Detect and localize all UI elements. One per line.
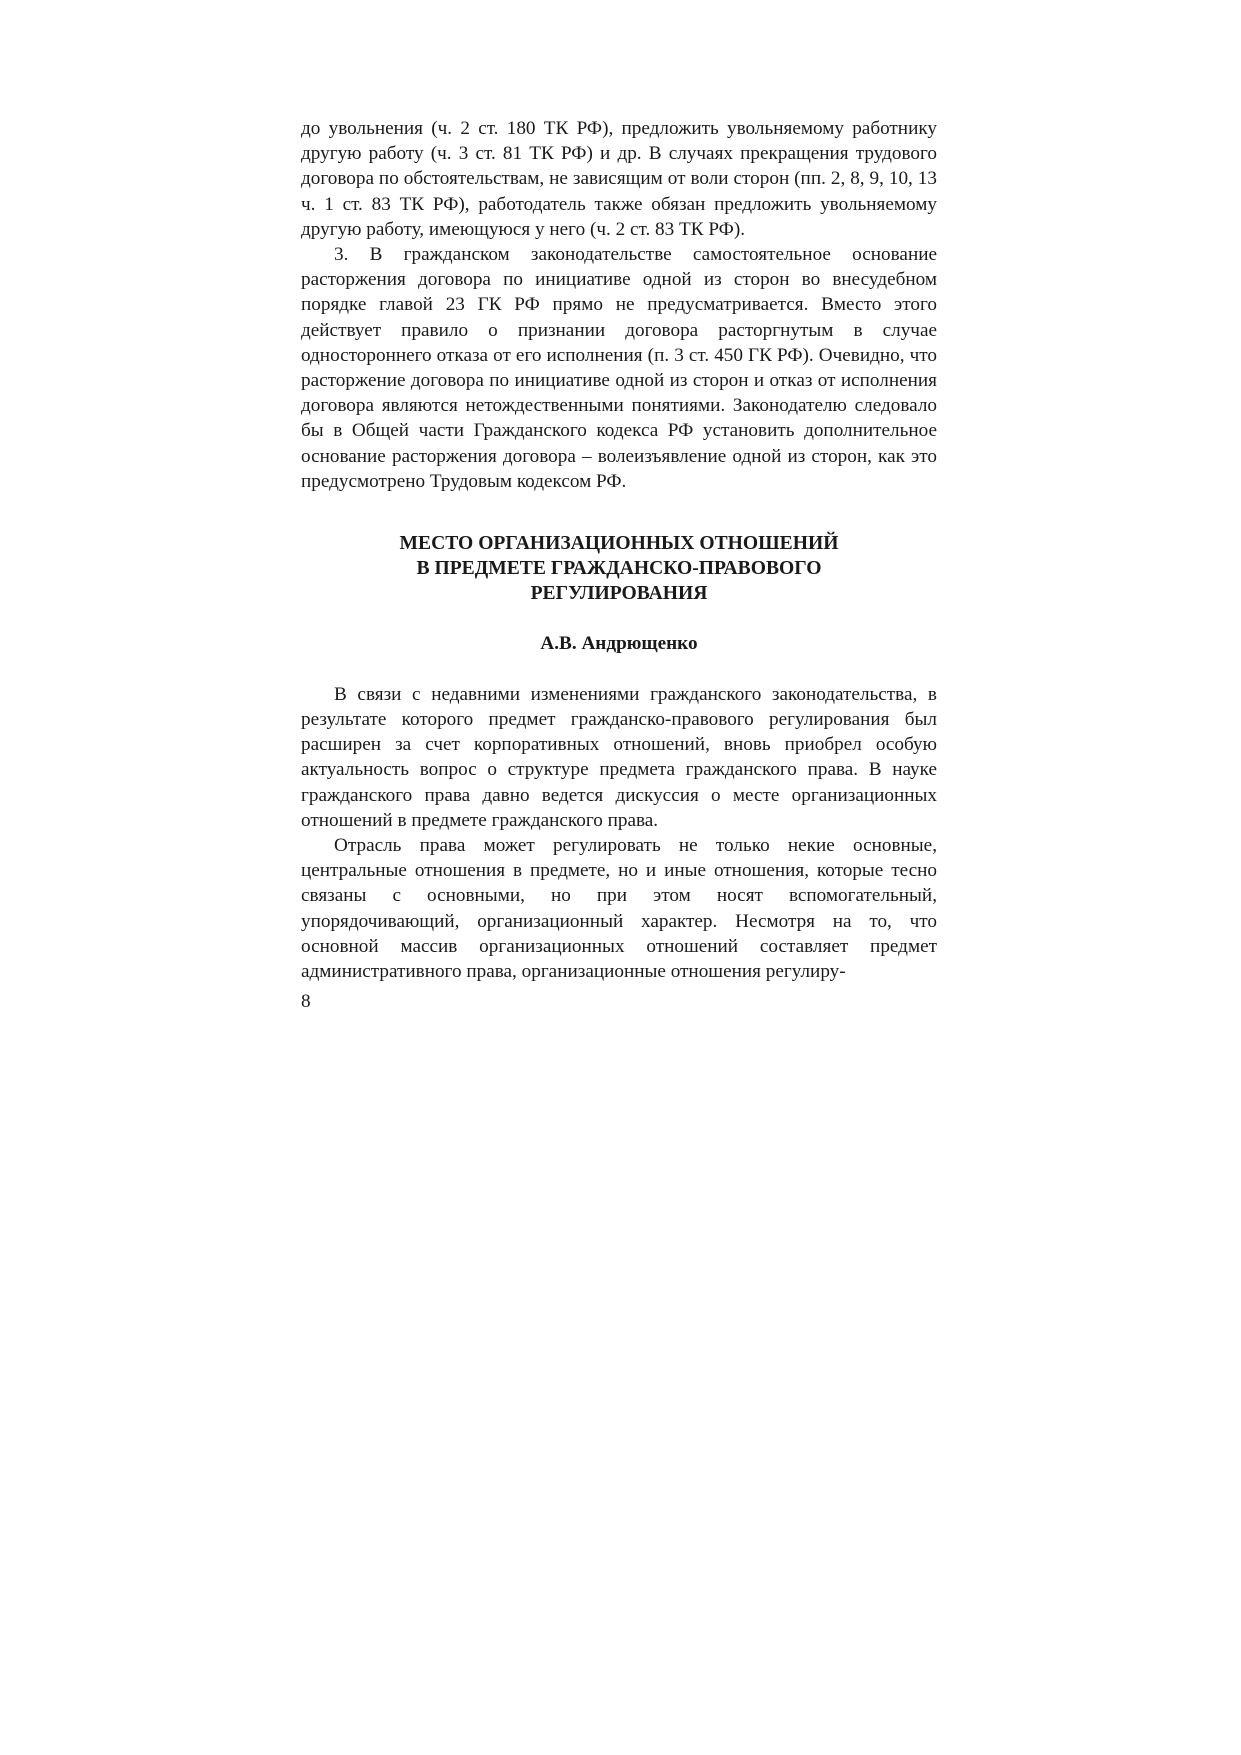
article-author: А.В. Андрющенко — [540, 632, 698, 654]
continuation-paragraph-2: 3. В гражданском законодательстве самостоятельное основание расторжения договора по инициативе одной из сторон во внесудебном порядке главой 23 ГК РФ прямо не предусматривается. Вместо этого действует правило о признании договора расторгнутым в случае одностороннего отказа от его исполнения (п. 3 ст. 450 ГК РФ). Очевидно, что расторжение договора по инициативе одной из сторон и отказ от исполнения договора являются нетождественными понятиями. Законодателю следовало бы в Общей части Гражданского кодекса РФ установить дополнительное основание расторжения договора – волеизъявление одной из сторон, как это предусмотрено Трудовым кодексом РФ. — [301, 244, 937, 492]
document-page — [301, 116, 937, 1015]
continuation-paragraph-1: до увольнения (ч. 2 ст. 180 ТК РФ), предложить увольняемому работнику другую работу (ч. 3 ст. 81 ТК РФ) и др. В случаях прекращения трудового договора по обстоятельствам, не зависящим от воли сторон (пп. 2, 8, 9, 10, 13 ч. 1 ст. 83 ТК РФ), работодатель также обязан предложить увольняемому другую работу, имеющуюся у него (ч. 2 ст. 83 ТК РФ). — [301, 118, 937, 240]
article-title — [301, 531, 937, 607]
article-paragraph-1: В связи с недавними изменениями гражданского законодательства, в результате которого предмет гражданско-правового регулирования был расширен за счет корпоративных отношений, вновь приобрел особую актуальность вопрос о структуре предмета гражданского права. В науке гражданского права давно ведется дискуссия о месте организационных отношений в предмете гражданского права. — [301, 683, 937, 831]
article-title-line-2: В ПРЕДМЕТЕ ГРАЖДАНСКО-ПРАВОВОГО — [416, 558, 822, 580]
article-title-line-1: МЕСТО ОРГАНИЗАЦИОННЫХ ОТНОШЕНИЙ — [399, 533, 839, 555]
article-title-line-3: РЕГУЛИРОВАНИЯ — [530, 583, 708, 605]
article-body — [301, 682, 937, 984]
page-number: 8 — [301, 991, 311, 1013]
article-paragraph-2: Отрасль права может регулировать не только некие основные, центральные отношения в предмете, но и иные отношения, которые тесно связаны с основными, но при этом носят вспомогательный, упорядочивающий, организационный характер. Несмотря на то, что основной массив организационных отношений составляет предмет административного права, организационные отношения регулиру- — [301, 835, 937, 983]
